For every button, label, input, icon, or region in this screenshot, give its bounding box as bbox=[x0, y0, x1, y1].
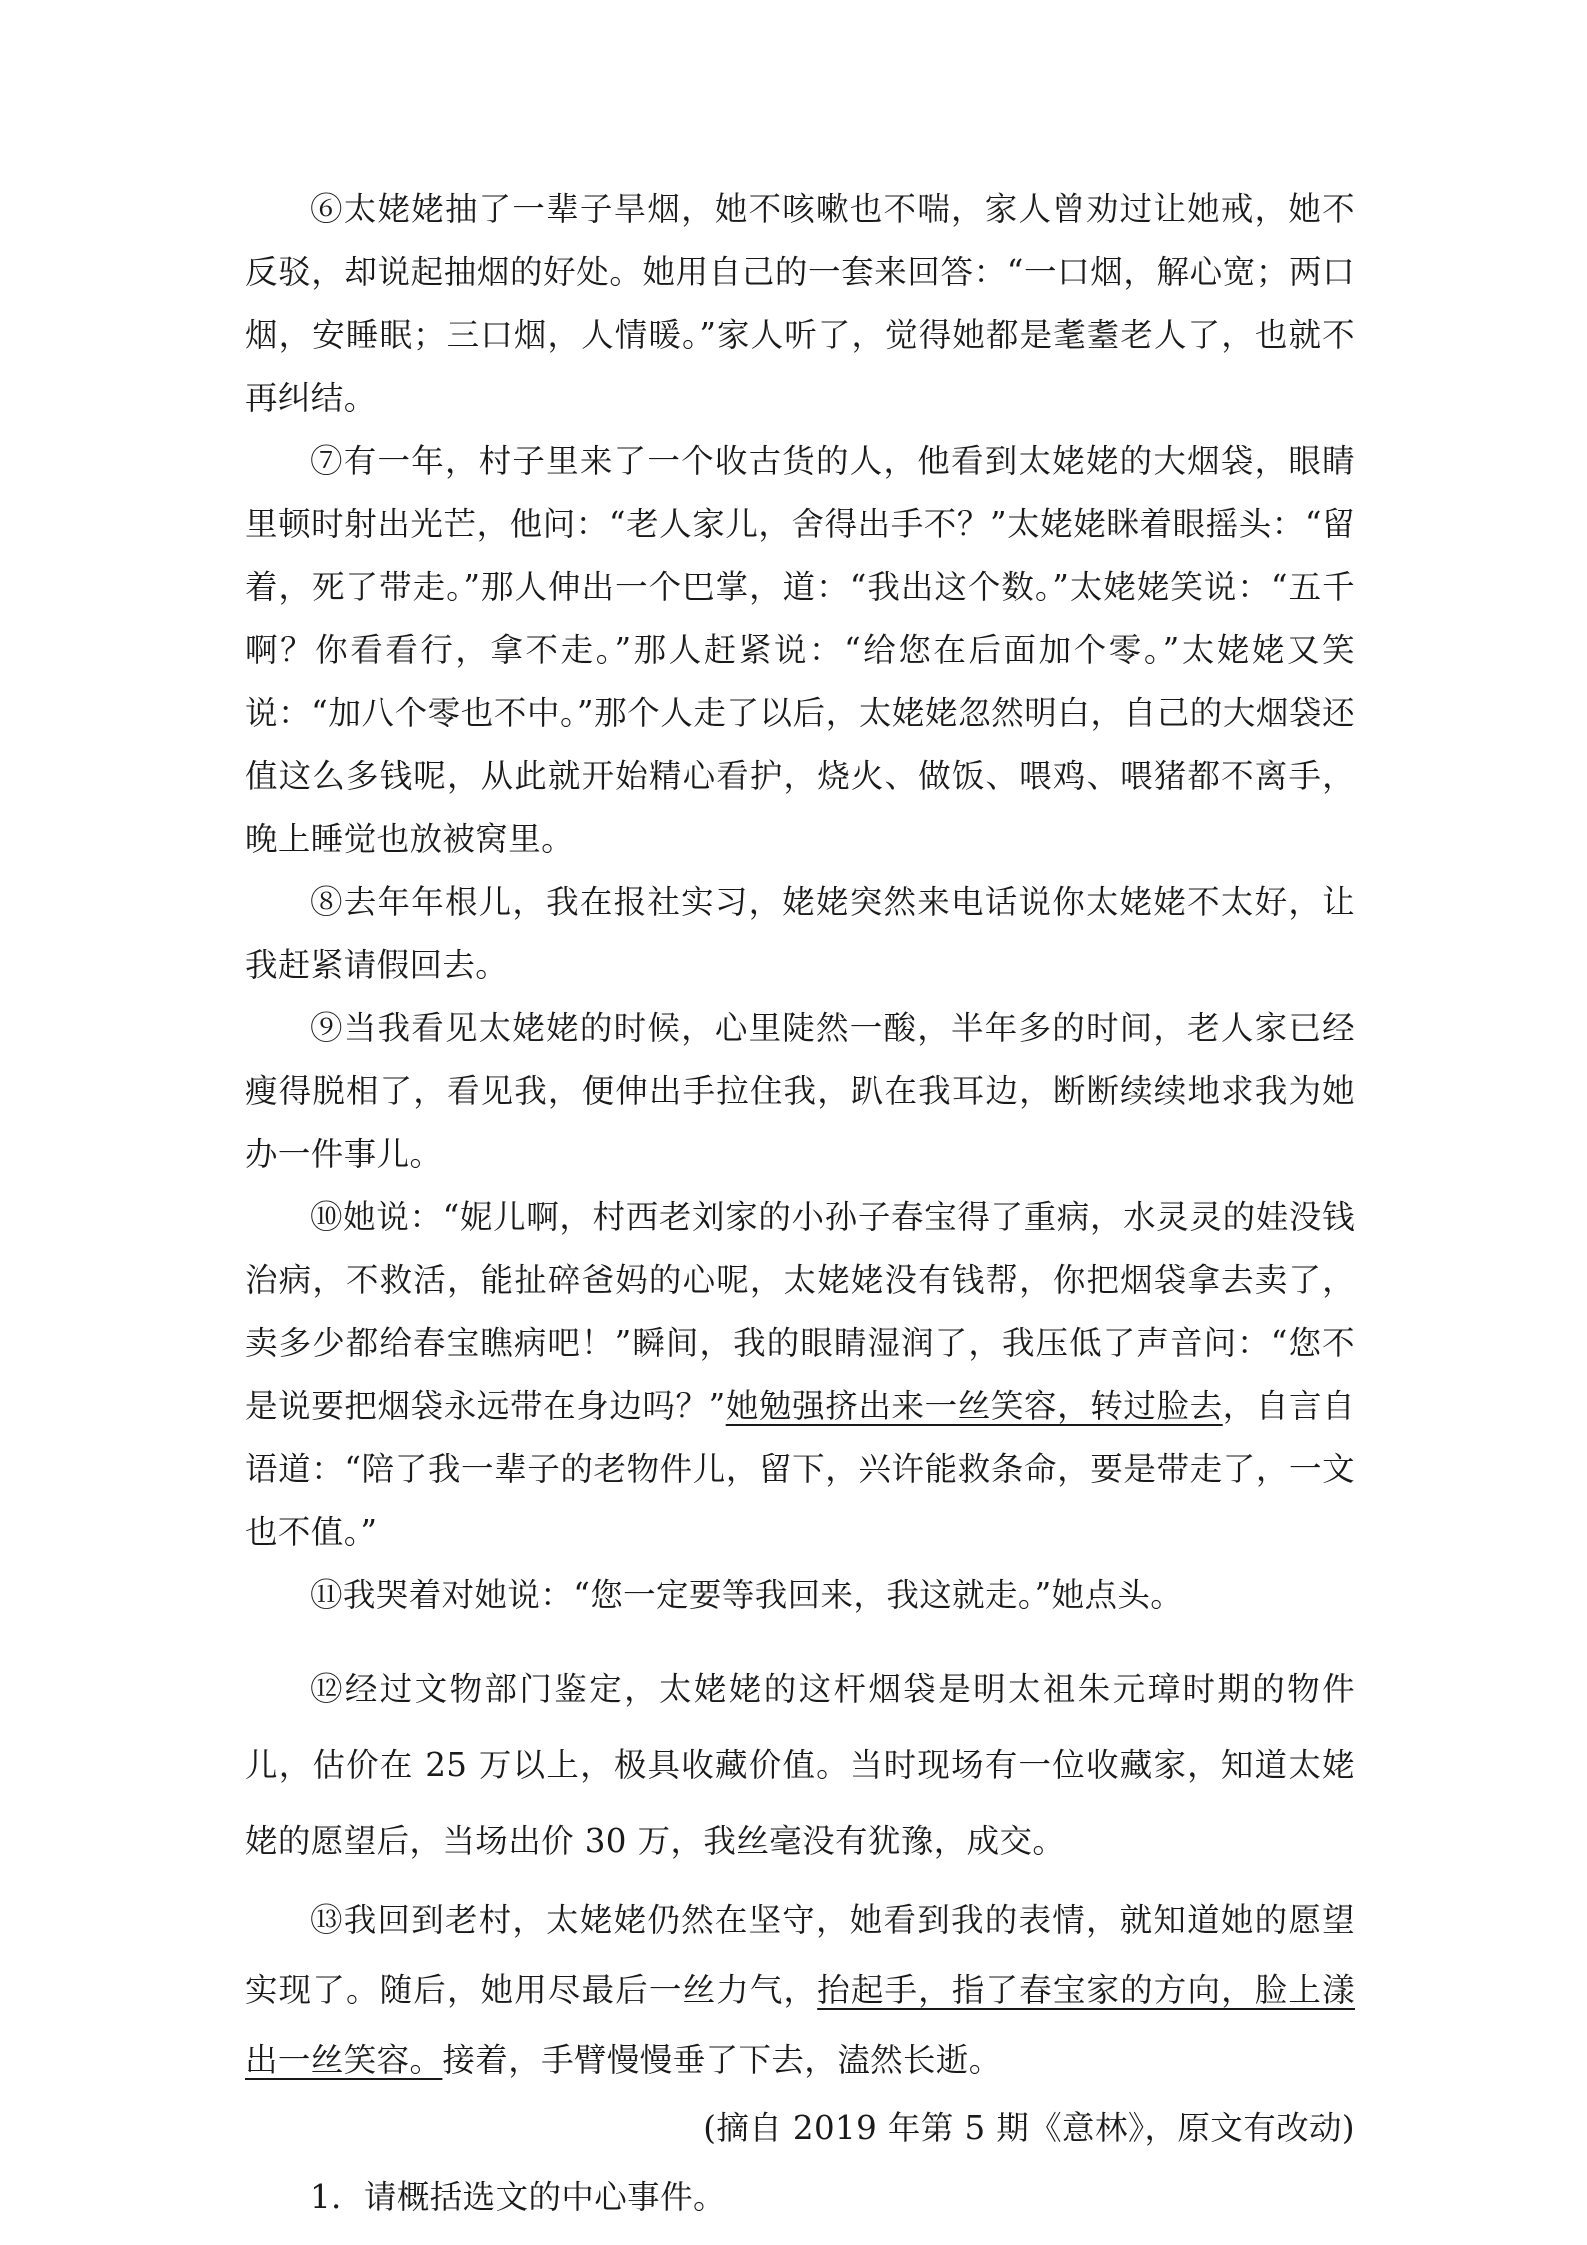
paragraph-12-text: ⑫经过文物部门鉴定，太姥姥的这杆烟袋是明太祖朱元璋时期的物件儿，估价在 25 万以上，极具收藏价值。当时现场有一位收藏家，知道太姥姥的愿望后，当场出价 30 万，我丝毫没有犹豫，成交。 bbox=[245, 1670, 1355, 1860]
paragraph-13-text-b: 接着，手臂慢慢垂了下去，溘然长逝。 bbox=[442, 2041, 1002, 2079]
paragraph-12 bbox=[245, 1651, 1355, 1879]
paragraph-10 bbox=[245, 1186, 1355, 1564]
paragraph-8-text: ⑧去年年根儿，我在报社实习，姥姥突然来电话说你太姥姥不太好，让我赶紧请假回去。 bbox=[245, 883, 1355, 984]
question-1 bbox=[245, 2161, 1355, 2233]
paragraph-9-text: ⑨当我看见太姥姥的时候，心里陡然一酸，半年多的时间，老人家已经瘦得脱相了，看见我，便伸出手拉住我，趴在我耳边，断断续续地求我为她办一件事儿。 bbox=[245, 1009, 1355, 1173]
paragraph-9 bbox=[245, 997, 1355, 1186]
paragraph-13-text-a: ⑬我回到老村，太姥姥仍然在坚守，她看到我的表情，就知道她的愿望实现了。随后，她用尽最后一丝力气， bbox=[245, 1901, 1355, 2009]
paragraph-10-text-a: ⑩她说：“妮儿啊，村西老刘家的小孙子春宝得了重病，水灵灵的娃没钱治病，不救活，能扯碎爸妈的心呢，太姥姥没有钱帮，你把烟袋拿去卖了，卖多少都给春宝瞧病吧！”瞬间，我的眼睛湿润了，我压低了声音问：“您不是说要把烟袋永远带在身边吗？” bbox=[245, 1198, 1355, 1425]
passage-source: (摘自 2019 年第 5 期《意林》，原文有改动) bbox=[703, 2109, 1355, 2147]
paragraph-6-text: ⑥太姥姥抽了一辈子旱烟，她不咳嗽也不喘，家人曾劝过让她戒，她不反驳，却说起抽烟的好处。她用自己的一套来回答：“一口烟，解心宽；两口烟，安睡眠；三口烟，人情暖。”家人听了，觉得她都是耄耋老人了，也就不再纠结。 bbox=[245, 190, 1355, 417]
document-page bbox=[245, 178, 1355, 2233]
passage bbox=[245, 178, 1355, 2161]
paragraph-10-underlined-phrase: 她勉强挤出来一丝笑容，转过脸去 bbox=[725, 1387, 1223, 1425]
paragraph-7 bbox=[245, 430, 1355, 871]
paragraph-11 bbox=[245, 1564, 1355, 1627]
paragraph-10-text-b: ，自言自语道：“陪了我一辈子的老物件儿，留下，兴许能救条命，要是带走了，一文也不值。” bbox=[245, 1387, 1355, 1551]
paragraph-6 bbox=[245, 178, 1355, 430]
question-1-text: 请概括选文的中心事件。 bbox=[363, 2178, 726, 2216]
paragraph-11-text: ⑪我哭着对她说：“您一定要等我回来，我这就走。”她点头。 bbox=[310, 1576, 1184, 1614]
question-list bbox=[245, 2161, 1355, 2233]
paragraph-13 bbox=[245, 1885, 1355, 2095]
paragraph-7-text: ⑦有一年，村子里来了一个收古货的人，他看到太姥姥的大烟袋，眼睛里顿时射出光芒，他问：“老人家儿，舍得出手不？”太姥姥眯着眼摇头：“留着，死了带走。”那人伸出一个巴掌，道：“我出这个数。”太姥姥笑说：“五千啊？你看看行，拿不走。”那人赶紧说：“给您在后面加个零。”太姥姥又笑说：“加八个零也不中。”那个人走了以后，太姥姥忽然明白，自己的大烟袋还值这么多钱呢，从此就开始精心看护，烧火、做饭、喂鸡、喂猪都不离手，晚上睡觉也放被窝里。 bbox=[245, 442, 1355, 858]
question-1-number: 1． bbox=[310, 2178, 364, 2216]
paragraph-13-underlined-phrase: 抬起手，指了春宝家的方向，脸上漾出一丝笑容。 bbox=[245, 1971, 1355, 2079]
paragraph-8 bbox=[245, 871, 1355, 997]
